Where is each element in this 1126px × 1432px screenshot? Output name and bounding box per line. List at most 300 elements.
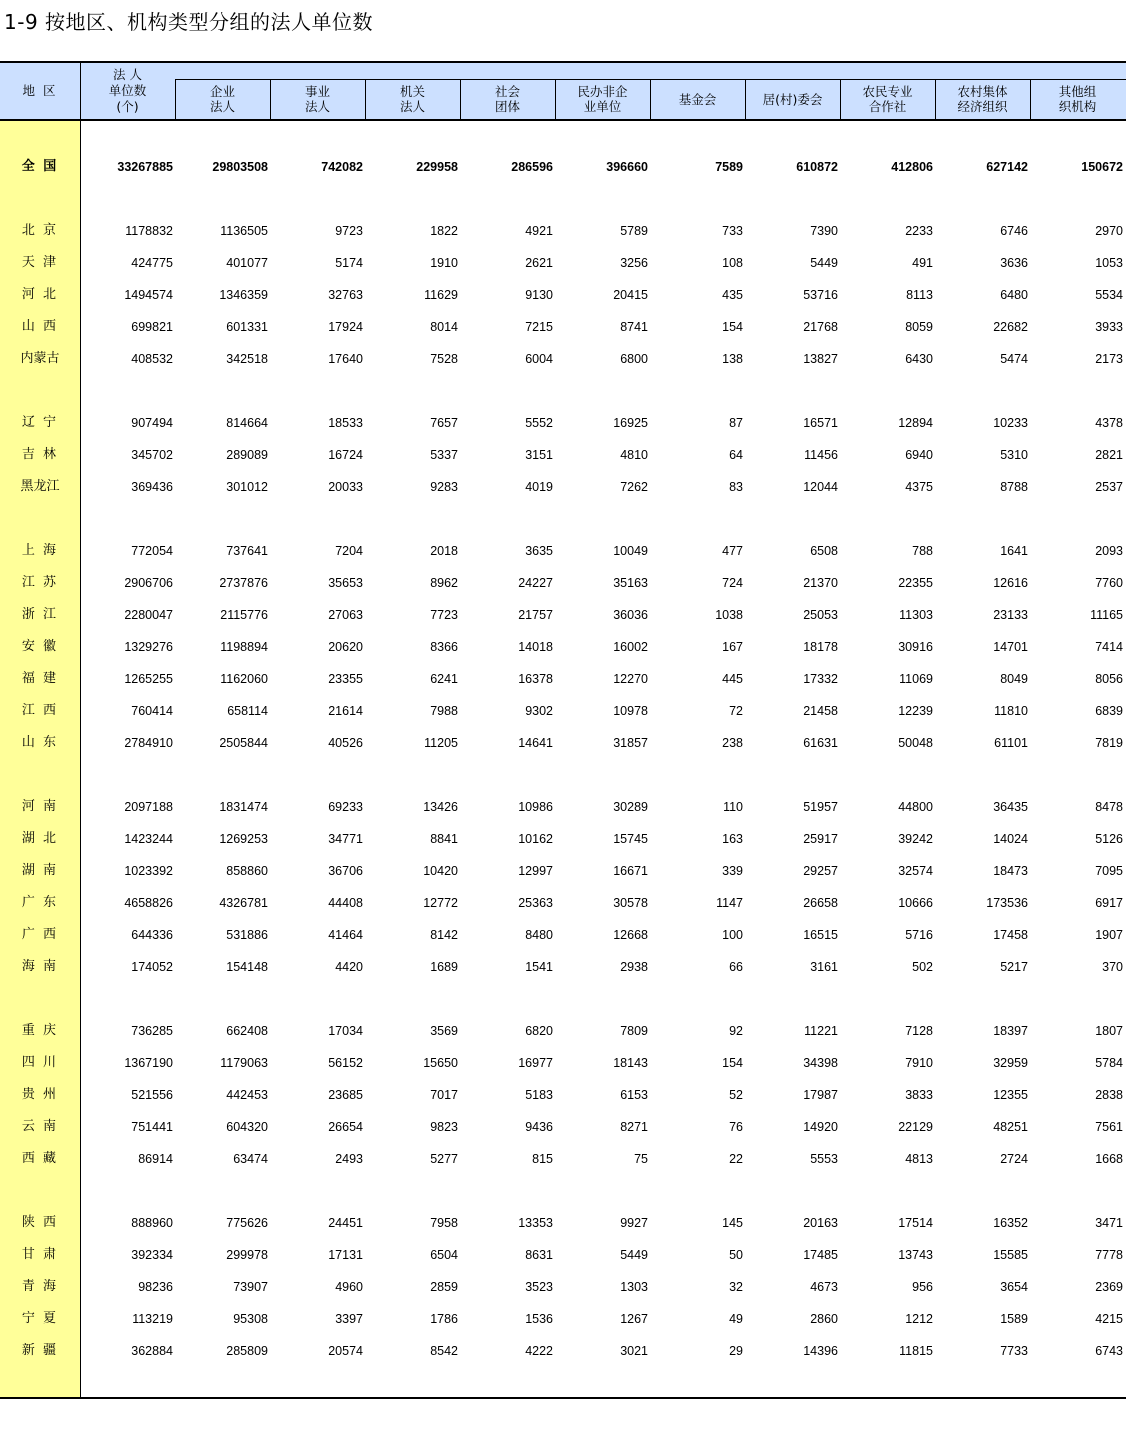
table-cell: 7204 bbox=[335, 544, 363, 558]
table-cell: 98236 bbox=[138, 1280, 173, 1294]
table-cell: 29803508 bbox=[212, 160, 268, 174]
table-cell: 339 bbox=[722, 864, 743, 878]
table-cell: 167 bbox=[722, 640, 743, 654]
table-cell: 1641 bbox=[1000, 544, 1028, 558]
table-cell: 2537 bbox=[1095, 480, 1123, 494]
table-cell: 10986 bbox=[518, 800, 553, 814]
table-cell: 742082 bbox=[321, 160, 363, 174]
table-cell: 61631 bbox=[803, 736, 838, 750]
table-cell: 36435 bbox=[993, 800, 1028, 814]
region-label: 青 海 bbox=[21, 1279, 59, 1294]
table-cell: 2173 bbox=[1095, 352, 1123, 366]
table-cell: 36036 bbox=[613, 608, 648, 622]
table-cell: 36706 bbox=[328, 864, 363, 878]
total-row-label: 全 国 bbox=[21, 159, 59, 174]
table-cell: 7414 bbox=[1095, 640, 1123, 654]
table-cell: 644336 bbox=[131, 928, 173, 942]
table-cell: 737641 bbox=[226, 544, 268, 558]
table-cell: 7528 bbox=[430, 352, 458, 366]
table-cell: 12044 bbox=[803, 480, 838, 494]
region-label: 福 建 bbox=[21, 671, 59, 686]
table-cell: 5174 bbox=[335, 256, 363, 270]
table-cell: 22 bbox=[729, 1152, 743, 1166]
table-cell: 907494 bbox=[131, 416, 173, 430]
table-cell: 145 bbox=[722, 1216, 743, 1230]
table-cell: 1147 bbox=[716, 896, 743, 910]
table-cell: 154 bbox=[722, 320, 743, 334]
table-cell: 44800 bbox=[898, 800, 933, 814]
region-label: 湖 北 bbox=[21, 831, 59, 846]
table-cell: 5337 bbox=[430, 448, 458, 462]
table-cell: 7095 bbox=[1095, 864, 1123, 878]
table-cell: 33267885 bbox=[117, 160, 173, 174]
table-cell: 2233 bbox=[905, 224, 933, 238]
region-label: 重 庆 bbox=[21, 1023, 59, 1038]
table-cell: 18397 bbox=[993, 1024, 1028, 1038]
table-cell: 8366 bbox=[430, 640, 458, 654]
table-cell: 110 bbox=[723, 800, 743, 814]
table-cell: 10978 bbox=[613, 704, 648, 718]
table-cell: 20574 bbox=[328, 1344, 363, 1358]
table-cell: 3569 bbox=[430, 1024, 458, 1038]
table-cell: 858860 bbox=[226, 864, 268, 878]
table-cell: 6839 bbox=[1095, 704, 1123, 718]
table-cell: 2838 bbox=[1095, 1088, 1123, 1102]
table-cell: 24451 bbox=[328, 1216, 363, 1230]
region-label: 云 南 bbox=[21, 1119, 59, 1134]
table-cell: 16571 bbox=[803, 416, 838, 430]
header-column-label: 法人 bbox=[209, 99, 235, 114]
table-cell: 2369 bbox=[1095, 1280, 1123, 1294]
header-column-label: 机关 bbox=[399, 84, 425, 99]
table-cell: 1541 bbox=[525, 960, 553, 974]
table-cell: 29257 bbox=[803, 864, 838, 878]
table-cell: 20415 bbox=[613, 288, 648, 302]
table-cell: 34398 bbox=[803, 1056, 838, 1070]
table-cell: 2621 bbox=[525, 256, 553, 270]
table-cell: 5449 bbox=[810, 256, 838, 270]
table-cell: 12894 bbox=[898, 416, 933, 430]
region-label: 天 津 bbox=[21, 255, 59, 270]
table-cell: 4215 bbox=[1095, 1312, 1123, 1326]
table-cell: 401077 bbox=[226, 256, 268, 270]
table-cell: 3523 bbox=[525, 1280, 553, 1294]
table-cell: 1536 bbox=[525, 1312, 553, 1326]
table-cell: 53716 bbox=[803, 288, 838, 302]
table-cell: 25917 bbox=[803, 832, 838, 846]
table-cell: 12355 bbox=[993, 1088, 1028, 1102]
table-header-bottom-rule bbox=[0, 119, 1126, 121]
table-cell: 22129 bbox=[898, 1120, 933, 1134]
table-cell: 11456 bbox=[804, 448, 838, 462]
table-cell: 30289 bbox=[613, 800, 648, 814]
region-label: 宁 夏 bbox=[21, 1311, 59, 1326]
header-column-label: 民办非企 bbox=[577, 84, 628, 99]
region-label: 辽 宁 bbox=[21, 415, 59, 430]
table-cell: 154 bbox=[722, 1056, 743, 1070]
table-cell: 72 bbox=[729, 704, 743, 718]
table-cell: 699821 bbox=[131, 320, 173, 334]
table-cell: 491 bbox=[912, 256, 933, 270]
table-cell: 7760 bbox=[1095, 576, 1123, 590]
table-cell: 3151 bbox=[525, 448, 553, 462]
region-label: 湖 南 bbox=[21, 863, 59, 878]
table-cell: 5183 bbox=[525, 1088, 553, 1102]
header-column-label: 事业 bbox=[304, 84, 330, 99]
table-cell: 39242 bbox=[898, 832, 933, 846]
table-cell: 2821 bbox=[1095, 448, 1123, 462]
table-cell: 8014 bbox=[430, 320, 458, 334]
table-cell: 9823 bbox=[430, 1120, 458, 1134]
table-cell: 48251 bbox=[993, 1120, 1028, 1134]
table-cell: 736285 bbox=[131, 1024, 173, 1038]
table-cell: 16002 bbox=[613, 640, 648, 654]
table-cell: 8049 bbox=[1000, 672, 1028, 686]
table-cell: 174052 bbox=[131, 960, 173, 974]
table-cell: 369436 bbox=[131, 480, 173, 494]
table-cell: 4420 bbox=[335, 960, 363, 974]
table-cell: 29 bbox=[729, 1344, 743, 1358]
region-label: 山 西 bbox=[21, 319, 59, 334]
table-cell: 3833 bbox=[905, 1088, 933, 1102]
table-cell: 17131 bbox=[328, 1248, 363, 1262]
table-cell: 7589 bbox=[715, 160, 743, 174]
table-cell: 20620 bbox=[328, 640, 363, 654]
table-cell: 2724 bbox=[1000, 1152, 1028, 1166]
table-cell: 370 bbox=[1102, 960, 1123, 974]
table-cell: 7778 bbox=[1095, 1248, 1123, 1262]
region-label: 西 藏 bbox=[21, 1151, 59, 1166]
header-column-label: 团体 bbox=[494, 99, 520, 114]
table-cell: 760414 bbox=[131, 704, 173, 718]
table-cell: 1589 bbox=[1000, 1312, 1028, 1326]
table-cell: 5716 bbox=[905, 928, 933, 942]
table-cell: 412806 bbox=[891, 160, 933, 174]
header-column-label: 其他组 bbox=[1058, 84, 1097, 99]
table-cell: 2018 bbox=[430, 544, 458, 558]
table-cell: 83 bbox=[729, 480, 743, 494]
table-cell: 442453 bbox=[226, 1088, 268, 1102]
table-cell: 18533 bbox=[328, 416, 363, 430]
header-total-line: (个) bbox=[116, 99, 139, 114]
table-cell: 2737876 bbox=[219, 576, 268, 590]
table-cell: 5217 bbox=[1000, 960, 1028, 974]
region-label: 陕 西 bbox=[21, 1215, 59, 1230]
region-label: 新 疆 bbox=[21, 1343, 59, 1358]
table-cell: 11221 bbox=[804, 1024, 838, 1038]
table-cell: 9927 bbox=[620, 1216, 648, 1230]
table-cell: 6820 bbox=[525, 1024, 553, 1038]
table-cell: 64 bbox=[729, 448, 743, 462]
table-cell: 108 bbox=[722, 256, 743, 270]
table-cell: 604320 bbox=[226, 1120, 268, 1134]
region-label: 安 徽 bbox=[21, 639, 59, 654]
table-cell: 1038 bbox=[715, 608, 743, 622]
table-cell: 4375 bbox=[905, 480, 933, 494]
table-cell: 6504 bbox=[430, 1248, 458, 1262]
table-cell: 10666 bbox=[898, 896, 933, 910]
table-cell: 25363 bbox=[518, 896, 553, 910]
table-cell: 724 bbox=[722, 576, 743, 590]
table-cell: 17924 bbox=[328, 320, 363, 334]
table-cell: 76 bbox=[729, 1120, 743, 1134]
table-cell: 50048 bbox=[898, 736, 933, 750]
table-cell: 95308 bbox=[233, 1312, 268, 1326]
table-cell: 1831474 bbox=[219, 800, 268, 814]
table-cell: 10049 bbox=[613, 544, 648, 558]
table-cell: 154148 bbox=[226, 960, 268, 974]
table-cell: 7561 bbox=[1095, 1120, 1123, 1134]
table-cell: 7910 bbox=[905, 1056, 933, 1070]
region-label: 黑龙江 bbox=[20, 479, 60, 494]
table-cell: 1198894 bbox=[220, 640, 268, 654]
table-cell: 3635 bbox=[525, 544, 553, 558]
region-label: 甘 肃 bbox=[21, 1247, 59, 1262]
table-cell: 7017 bbox=[430, 1088, 458, 1102]
table-cell: 4960 bbox=[335, 1280, 363, 1294]
table-cell: 9283 bbox=[430, 480, 458, 494]
table-cell: 50 bbox=[729, 1248, 743, 1262]
table-cell: 8631 bbox=[525, 1248, 553, 1262]
table-cell: 9302 bbox=[525, 704, 553, 718]
table-cell: 2280047 bbox=[124, 608, 173, 622]
table-cell: 16925 bbox=[613, 416, 648, 430]
table-cell: 1910 bbox=[430, 256, 458, 270]
table-cell: 21768 bbox=[803, 320, 838, 334]
table-cell: 52 bbox=[729, 1088, 743, 1102]
table-cell: 15650 bbox=[423, 1056, 458, 1070]
table-cell: 5552 bbox=[525, 416, 553, 430]
table-cell: 1178832 bbox=[125, 224, 173, 238]
table-cell: 23685 bbox=[328, 1088, 363, 1102]
table-cell: 12270 bbox=[613, 672, 648, 686]
table-cell: 13743 bbox=[898, 1248, 933, 1262]
table-cell: 6917 bbox=[1095, 896, 1123, 910]
table-cell: 6241 bbox=[430, 672, 458, 686]
table-cell: 49 bbox=[729, 1312, 743, 1326]
table-cell: 27063 bbox=[328, 608, 363, 622]
region-label: 广 东 bbox=[21, 895, 59, 910]
table-cell: 13353 bbox=[518, 1216, 553, 1230]
table-cell: 5789 bbox=[620, 224, 648, 238]
table-cell: 14396 bbox=[803, 1344, 838, 1358]
table-cell: 1807 bbox=[1095, 1024, 1123, 1038]
table-cell: 15745 bbox=[613, 832, 648, 846]
table-cell: 6508 bbox=[810, 544, 838, 558]
table-cell: 4378 bbox=[1095, 416, 1123, 430]
table-cell: 41464 bbox=[328, 928, 363, 942]
table-cell: 63474 bbox=[233, 1152, 268, 1166]
table-cell: 362884 bbox=[131, 1344, 173, 1358]
table-cell: 658114 bbox=[227, 704, 268, 718]
table-cell: 17514 bbox=[898, 1216, 933, 1230]
table-cell: 5474 bbox=[1000, 352, 1028, 366]
table-cell: 238 bbox=[722, 736, 743, 750]
table-cell: 92 bbox=[729, 1024, 743, 1038]
table-cell: 4326781 bbox=[219, 896, 268, 910]
table-cell: 14024 bbox=[993, 832, 1028, 846]
table-cell: 1267 bbox=[620, 1312, 648, 1326]
table-cell: 34771 bbox=[328, 832, 363, 846]
table-cell: 163 bbox=[722, 832, 743, 846]
table-cell: 17034 bbox=[328, 1024, 363, 1038]
region-label: 浙 江 bbox=[21, 607, 59, 622]
table-cell: 7733 bbox=[1000, 1344, 1028, 1358]
table-cell: 31857 bbox=[613, 736, 648, 750]
table-cell: 11629 bbox=[424, 288, 458, 302]
region-label: 贵 州 bbox=[21, 1087, 59, 1102]
table-cell: 342518 bbox=[226, 352, 268, 366]
table-cell: 2938 bbox=[620, 960, 648, 974]
header-column-label: 织机构 bbox=[1058, 99, 1097, 114]
table-cell: 9436 bbox=[525, 1120, 553, 1134]
table-cell: 17332 bbox=[803, 672, 838, 686]
table-cell: 1367190 bbox=[124, 1056, 173, 1070]
table-cell: 3636 bbox=[1000, 256, 1028, 270]
table-cell: 396660 bbox=[606, 160, 648, 174]
table-cell: 1136505 bbox=[220, 224, 268, 238]
header-column-label: 农民专业 bbox=[862, 84, 913, 99]
table-cell: 11165 bbox=[1090, 608, 1123, 622]
table-cell: 5534 bbox=[1095, 288, 1123, 302]
table-cell: 138 bbox=[722, 352, 743, 366]
table-cell: 8271 bbox=[620, 1120, 648, 1134]
table-cell: 30916 bbox=[898, 640, 933, 654]
table-cell: 424775 bbox=[131, 256, 173, 270]
table-cell: 4222 bbox=[525, 1344, 553, 1358]
header-region: 地 区 bbox=[22, 83, 58, 98]
table-cell: 521556 bbox=[131, 1088, 173, 1102]
table-cell: 301012 bbox=[226, 480, 268, 494]
table-cell: 17485 bbox=[803, 1248, 838, 1262]
table-cell: 61101 bbox=[994, 736, 1028, 750]
table-cell: 1023392 bbox=[124, 864, 173, 878]
table-cell: 2505844 bbox=[219, 736, 268, 750]
table-cell: 1179063 bbox=[220, 1056, 268, 1070]
table-cell: 5126 bbox=[1095, 832, 1123, 846]
table-cell: 87 bbox=[729, 416, 743, 430]
table-cell: 1668 bbox=[1095, 1152, 1123, 1166]
table-cell: 21614 bbox=[328, 704, 363, 718]
table-cell: 26654 bbox=[328, 1120, 363, 1134]
header-column-label: 企业 bbox=[209, 84, 235, 99]
table-cell: 17987 bbox=[803, 1088, 838, 1102]
table-cell: 3161 bbox=[810, 960, 838, 974]
table-cell: 4658826 bbox=[124, 896, 173, 910]
table-cell: 5449 bbox=[620, 1248, 648, 1262]
table-cell: 4921 bbox=[525, 224, 553, 238]
table-cell: 14641 bbox=[518, 736, 553, 750]
table-cell: 1053 bbox=[1095, 256, 1123, 270]
table-cell: 477 bbox=[722, 544, 743, 558]
header-total-line: 法 人 bbox=[113, 67, 142, 82]
region-label: 江 苏 bbox=[21, 575, 59, 590]
table-cell: 4810 bbox=[620, 448, 648, 462]
table-cell: 2970 bbox=[1095, 224, 1123, 238]
table-cell: 392334 bbox=[131, 1248, 173, 1262]
table-cell: 6746 bbox=[1000, 224, 1028, 238]
table-cell: 18143 bbox=[613, 1056, 648, 1070]
table-cell: 25053 bbox=[803, 608, 838, 622]
region-label: 内蒙古 bbox=[20, 351, 60, 366]
table-cell: 8962 bbox=[430, 576, 458, 590]
table-cell: 86914 bbox=[138, 1152, 173, 1166]
table-cell: 6153 bbox=[620, 1088, 648, 1102]
table-cell: 445 bbox=[722, 672, 743, 686]
table-cell: 7819 bbox=[1095, 736, 1123, 750]
table-cell: 26658 bbox=[803, 896, 838, 910]
table-cell: 8059 bbox=[905, 320, 933, 334]
table-cell: 6800 bbox=[620, 352, 648, 366]
table-cell: 531886 bbox=[226, 928, 268, 942]
table-cell: 502 bbox=[912, 960, 933, 974]
table-cell: 12616 bbox=[993, 576, 1028, 590]
table-cell: 17458 bbox=[993, 928, 1028, 942]
header-column-label: 居(村)委会 bbox=[762, 92, 823, 107]
region-label: 海 南 bbox=[21, 959, 59, 974]
header-column-label: 合作社 bbox=[868, 99, 907, 114]
header-column-label: 基金会 bbox=[678, 92, 717, 107]
table-cell: 8478 bbox=[1095, 800, 1123, 814]
table-cell: 2859 bbox=[430, 1280, 458, 1294]
table-cell: 11303 bbox=[899, 608, 933, 622]
table-cell: 14701 bbox=[993, 640, 1028, 654]
table-cell: 956 bbox=[912, 1280, 933, 1294]
table-cell: 7128 bbox=[905, 1024, 933, 1038]
table-cell: 173536 bbox=[986, 896, 1028, 910]
table-cell: 22355 bbox=[898, 576, 933, 590]
table-cell: 20163 bbox=[803, 1216, 838, 1230]
table-cell: 1907 bbox=[1095, 928, 1123, 942]
table-cell: 5553 bbox=[810, 1152, 838, 1166]
table-cell: 75 bbox=[634, 1152, 648, 1166]
region-column-band bbox=[0, 121, 80, 1398]
table-cell: 627142 bbox=[986, 160, 1028, 174]
table-cell: 17640 bbox=[328, 352, 363, 366]
table-cell: 7390 bbox=[810, 224, 838, 238]
region-label: 四 川 bbox=[21, 1055, 59, 1070]
table-cell: 12772 bbox=[423, 896, 458, 910]
table-cell: 9723 bbox=[335, 224, 363, 238]
table-cell: 14018 bbox=[518, 640, 553, 654]
table-cell: 12239 bbox=[898, 704, 933, 718]
table-cell: 4673 bbox=[810, 1280, 838, 1294]
table-cell: 6940 bbox=[905, 448, 933, 462]
table-cell: 23133 bbox=[993, 608, 1028, 622]
table-cell: 299978 bbox=[226, 1248, 268, 1262]
table-cell: 435 bbox=[722, 288, 743, 302]
table-cell: 1346359 bbox=[219, 288, 268, 302]
table-cell: 1423244 bbox=[124, 832, 173, 846]
region-label: 山 东 bbox=[21, 735, 59, 750]
table-cell: 16977 bbox=[518, 1056, 553, 1070]
table-cell: 21757 bbox=[518, 608, 553, 622]
table-cell: 7958 bbox=[430, 1216, 458, 1230]
table-cell: 7723 bbox=[430, 608, 458, 622]
table-cell: 7988 bbox=[430, 704, 458, 718]
table-cell: 888960 bbox=[131, 1216, 173, 1230]
table-cell: 13426 bbox=[423, 800, 458, 814]
header-column-label: 农村集体 bbox=[957, 84, 1008, 99]
table-cell: 772054 bbox=[131, 544, 173, 558]
table-cell: 1494574 bbox=[124, 288, 173, 302]
table-cell: 12997 bbox=[518, 864, 553, 878]
table-cell: 1689 bbox=[430, 960, 458, 974]
table-cell: 12668 bbox=[613, 928, 648, 942]
table-cell: 229958 bbox=[416, 160, 458, 174]
table-cell: 815 bbox=[532, 1152, 553, 1166]
table-cell: 20033 bbox=[328, 480, 363, 494]
